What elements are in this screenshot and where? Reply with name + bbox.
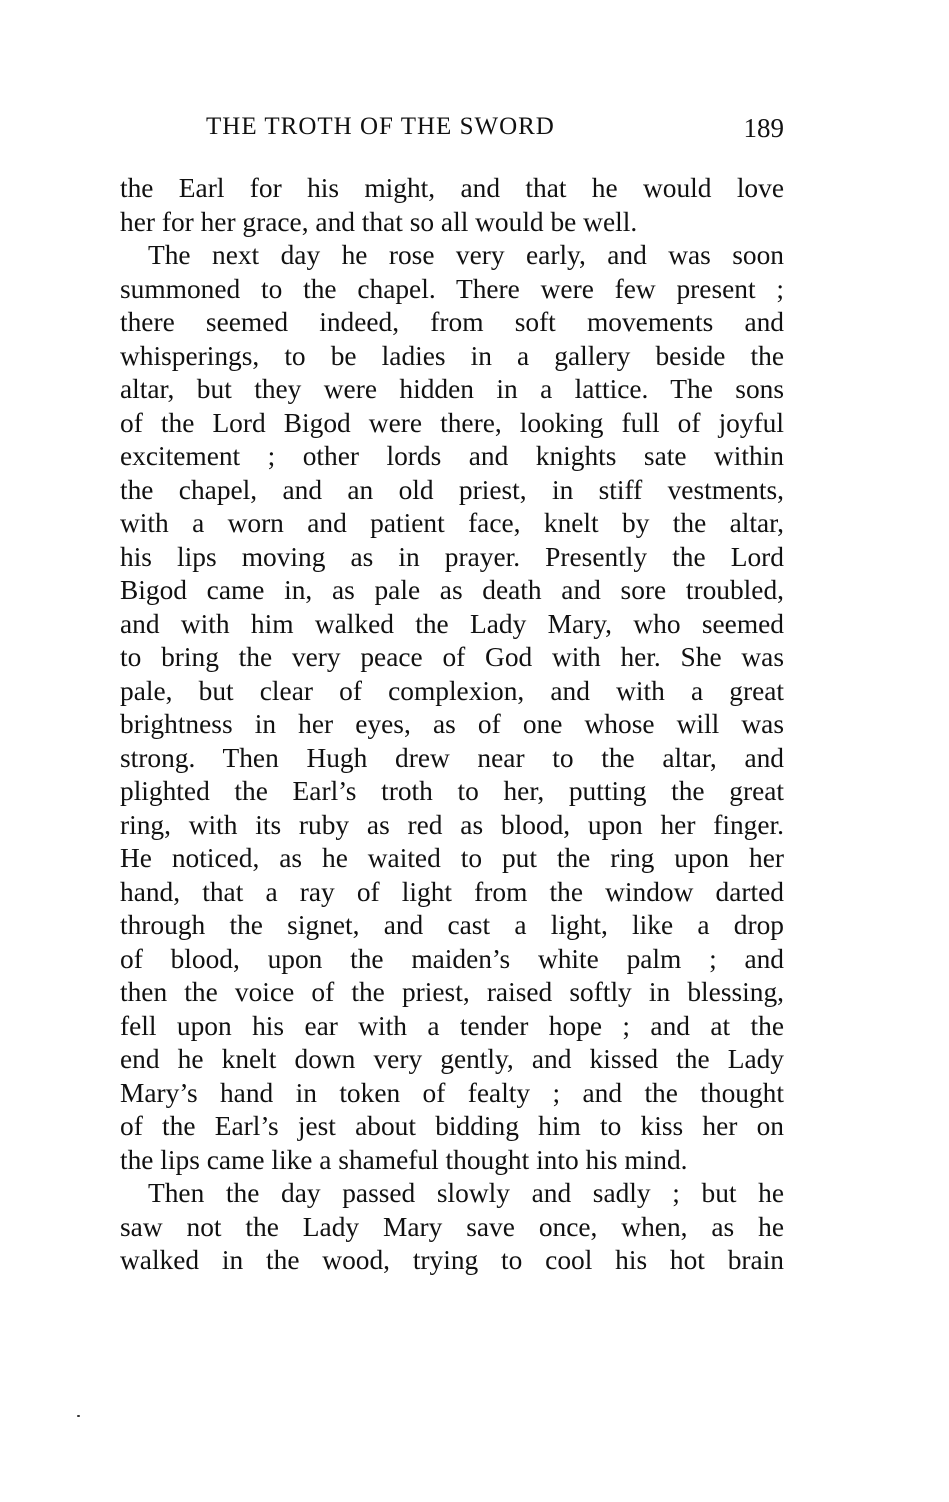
text-line: Bigod came in, as pale as death and sore troubled, bbox=[120, 575, 784, 605]
text-line: fell upon his ear with a tender hope ; and at the bbox=[120, 1010, 784, 1041]
text-line: his lips moving as in prayer. Presently the Lord bbox=[120, 541, 784, 572]
text-line: with a worn and patient face, knelt by the altar, bbox=[120, 508, 784, 538]
text-line: hand, that a ray of light from the window darted bbox=[120, 876, 784, 907]
text-line: end he knelt down very gently, and kissed the Lady bbox=[120, 1044, 784, 1074]
text-line: He noticed, as he waited to put the ring upon her bbox=[120, 843, 784, 873]
text-line: summoned to the chapel. There were few present ; bbox=[120, 273, 784, 304]
text-line: excitement ; other lords and knights sate within bbox=[120, 441, 784, 471]
text-line: Mary’s hand in token of fealty ; and the thought bbox=[120, 1077, 784, 1108]
text-line: the lips came like a shameful thought into his mind. bbox=[120, 1144, 688, 1175]
running-head bbox=[120, 113, 784, 153]
text-line: strong. Then Hugh drew near to the altar, and bbox=[120, 742, 784, 773]
text-line: ring, with its ruby as red as blood, upon her finger. bbox=[120, 809, 784, 840]
text-line: of the Earl’s jest about bidding him to kiss her on bbox=[120, 1111, 784, 1141]
scan-speck bbox=[77, 1415, 80, 1417]
text-line: the chapel, and an old priest, in stiff vestments, bbox=[120, 474, 784, 505]
text-line: saw not the Lady Mary save once, when, as he bbox=[120, 1211, 784, 1242]
text-line: of blood, upon the maiden’s white palm ; and bbox=[120, 943, 784, 974]
text-line: whisperings, to be ladies in a gallery beside the bbox=[120, 340, 784, 371]
text-line: pale, but clear of complexion, and with a great bbox=[120, 675, 784, 706]
text-line: her for her grace, and that so all would be well. bbox=[120, 206, 638, 237]
text-line: walked in the wood, trying to cool his hot brain bbox=[120, 1245, 784, 1275]
body-text bbox=[120, 172, 784, 1278]
text-line: through the signet, and cast a light, like a drop bbox=[120, 910, 784, 940]
text-line: then the voice of the priest, raised softly in blessing, bbox=[120, 977, 784, 1007]
text-line: to bring the very peace of God with her. She was bbox=[120, 642, 784, 672]
text-line: and with him walked the Lady Mary, who seemed bbox=[120, 608, 784, 639]
text-line: there seemed indeed, from soft movements and bbox=[120, 307, 784, 337]
page-number: 189 bbox=[743, 113, 784, 143]
running-title: THE TROTH OF THE SWORD bbox=[206, 113, 555, 140]
text-line: altar, but they were hidden in a lattice. The sons bbox=[120, 374, 784, 404]
text-line: the Earl for his might, and that he would love bbox=[120, 173, 784, 203]
text-line: The next day he rose very early, and was soon bbox=[148, 240, 784, 270]
text-line: brightness in her eyes, as of one whose will was bbox=[120, 709, 784, 739]
text-line: of the Lord Bigod were there, looking full of joyful bbox=[120, 407, 784, 438]
text-line: Then the day passed slowly and sadly ; but he bbox=[148, 1178, 784, 1208]
text-line: plighted the Earl’s troth to her, putting the great bbox=[120, 776, 784, 806]
